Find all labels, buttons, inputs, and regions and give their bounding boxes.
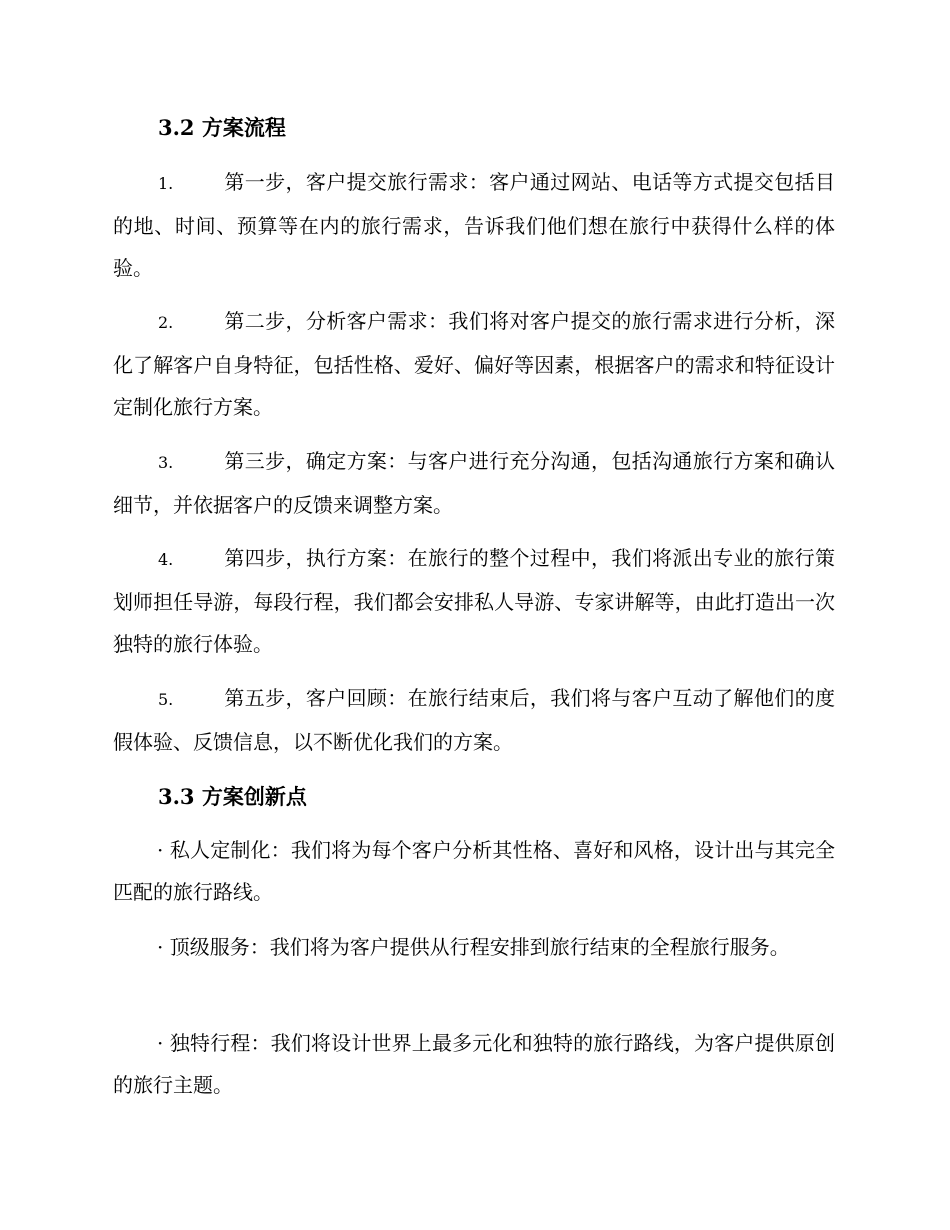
step-text: 第五步，客户回顾：在旅行结束后，我们将与客户互动了解他们的度假体验、反馈信息，以不断优化我们的方案。	[113, 686, 835, 754]
bullet-item-2	[113, 926, 835, 968]
bullet-text: · 顶级服务：我们将为客户提供从行程安排到旅行结束的全程旅行服务。	[157, 935, 790, 959]
step-number: 4.	[158, 550, 174, 569]
bullet-item-3	[113, 1022, 835, 1106]
step-item-2	[113, 300, 835, 428]
bullet-item-1	[113, 829, 835, 913]
step-number: 5.	[158, 690, 174, 709]
section-heading-3-2: 3.2 方案流程	[158, 115, 286, 140]
step-text: 第三步，确定方案：与客户进行充分沟通，包括沟通旅行方案和确认细节，并依据客户的反馈来调整方案。	[113, 449, 835, 517]
step-item-3	[113, 440, 835, 526]
step-item-5	[113, 677, 835, 763]
step-number: 2.	[158, 313, 174, 332]
step-text: 第四步，执行方案：在旅行的整个过程中，我们将派出专业的旅行策划师担任导游，每段行程，我们都会安排私人导游、专家讲解等，由此打造出一次独特的旅行体验。	[113, 546, 835, 656]
bullet-text: · 私人定制化：我们将为每个客户分析其性格、喜好和风格，设计出与其完全匹配的旅行路线。	[113, 838, 835, 904]
step-text: 第一步，客户提交旅行需求：客户通过网站、电话等方式提交包括目的地、时间、预算等在内的旅行需求，告诉我们他们想在旅行中获得什么样的体验。	[113, 170, 835, 280]
step-item-4	[113, 537, 835, 665]
section-heading-3-3: 3.3 方案创新点	[158, 784, 307, 809]
step-item-1	[113, 161, 835, 289]
bullet-text: · 独特行程：我们将设计世界上最多元化和独特的旅行路线，为客户提供原创的旅行主题。	[113, 1031, 835, 1097]
step-text: 第二步，分析客户需求：我们将对客户提交的旅行需求进行分析，深化了解客户自身特征，包括性格、爱好、偏好等因素，根据客户的需求和特征设计定制化旅行方案。	[113, 309, 835, 419]
step-number: 3.	[158, 453, 174, 472]
step-number: 1.	[158, 174, 174, 193]
